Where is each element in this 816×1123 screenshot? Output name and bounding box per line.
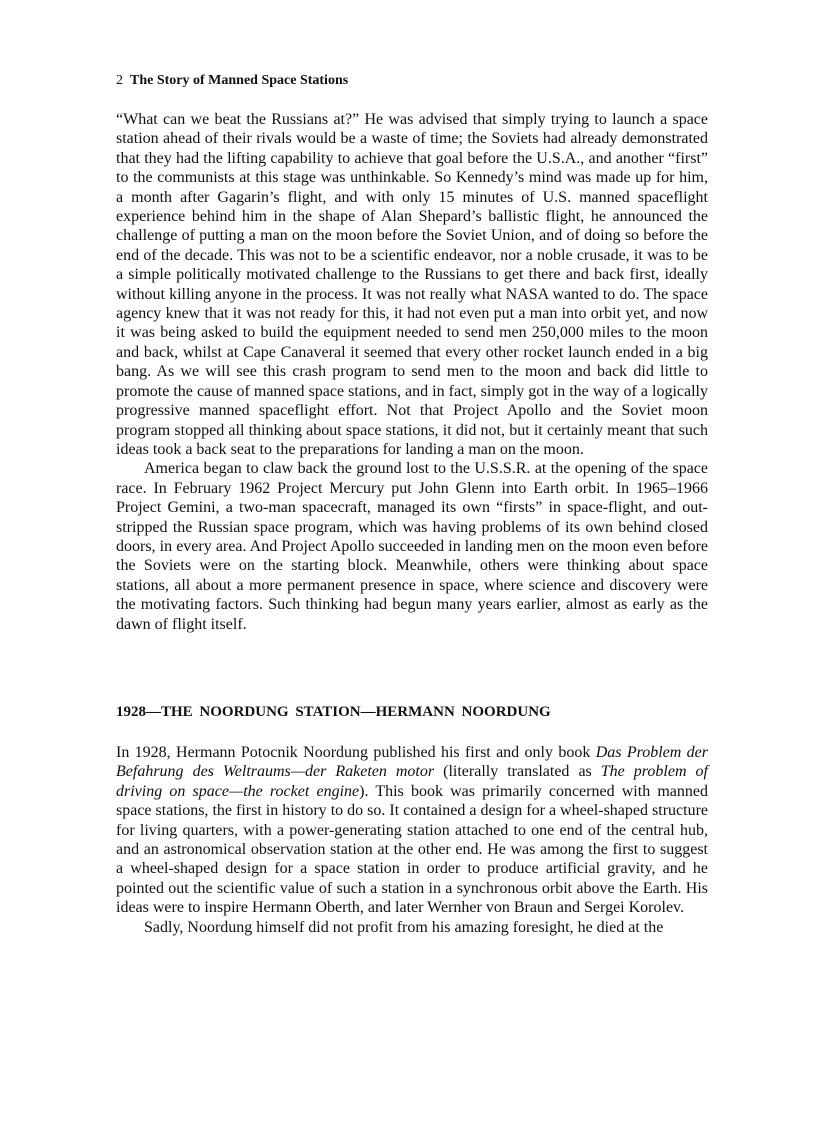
running-title: The Story of Manned Space Stations [130,73,349,88]
paragraph-noordung-book [116,743,708,918]
paragraph-kennedy-challenge: “What can we beat the Russians at?” He was advised that simply trying to launch a space station ahead of their rivals would be a waste of time; the Soviets had already demonstrated that they had the lifting capability to achieve that goal before the U.S.A., and another “first” to the communists at this stage was unthinkable. So Kennedy’s mind was made up for him, a month after Gagarin’s flight, and with only 15 minutes of U.S. manned spaceflight experience behind him in the shape of Alan Shepard’s ballistic flight, he announced the challenge of putting a man on the moon before the Soviet Union, and of doing so before the end of the decade. This was not to be a scientific endeavor, nor a noble crusade, it was to be a simple politically motivated challenge to the Russians to get there and back first, ideally without killing anyone in the process. It was not really what NASA wanted to do. The space agency knew that it was not ready for this, it had not even put a man into orbit yet, and now it was being asked to build the equipment needed to send men 250,000 miles to the moon and back, whilst at Cape Canaveral it seemed that every other rocket launch ended in a big bang. As we will see this crash program to send men to the moon and back did little to promote the cause of manned space stations, and in fact, simply got in the way of a logically progressive manned spaceflight effort. Not that Project Apollo and the Soviet moon program stopped all thinking about space stations, it did not, but it certainly meant that such ideas took a back seat to the preparations for landing a man on the moon. [116,111,708,458]
paragraph-noordung-text-b: (literally translated as [434,763,601,781]
book-title: Das Problem der Befahrung des Weltraums—der Raketen motor [116,743,709,781]
section-heading: 1928—THE NOORDUNG STATION—HERMANN NOORDUNG [116,703,551,720]
paragraph-noordung-text-a: In 1928, Hermann Potocnik Noordung published his first and only book [116,743,596,761]
paragraph-america-claws-back: America began to claw back the ground lost to the U.S.S.R. at the opening of the space race. In February 1962 Project Mercury put John Glenn into Earth orbit. In 1965–1966 Project Gemini, a two-man spacecraft, managed its own “firsts” in space-flight, and out-stripped the Russian space program, which was having problems of its own behind closed doors, in every area. And Project Apollo succeeded in landing men on the moon even before the Soviets were on the starting block. Meanwhile, others were thinking about space stations, all about a more permanent presence in space, where science and discovery were the motivating factors. Such thinking had begun many years earlier, almost as early as the dawn of flight itself. [116,460,708,633]
paragraph-noordung-fate: Sadly, Noordung himself did not profit from his amazing foresight, he died at the [144,918,664,936]
book-title-translation: The problem of driving on space—the rocket engine [116,763,708,800]
running-head [116,72,708,90]
paragraph-noordung-text-c: ). This book was primarily concerned with manned space stations, the first in history to do so. It contained a design for a wheel-shaped structure for living quarters, with a power-generating station attached to one end of the central hub, and an astronomical observation station at the other end. He was among the first to suggest a wheel-shaped design for a space station in order to produce artificial gravity, and he pointed out the scientific value of such a station in a synchronous orbit above the Earth. His ideas were to inspire Hermann Oberth, and later Wernher von Braun and Sergei Korolev. [116,782,709,917]
page-number: 2 [116,73,123,88]
book-page [116,72,708,937]
